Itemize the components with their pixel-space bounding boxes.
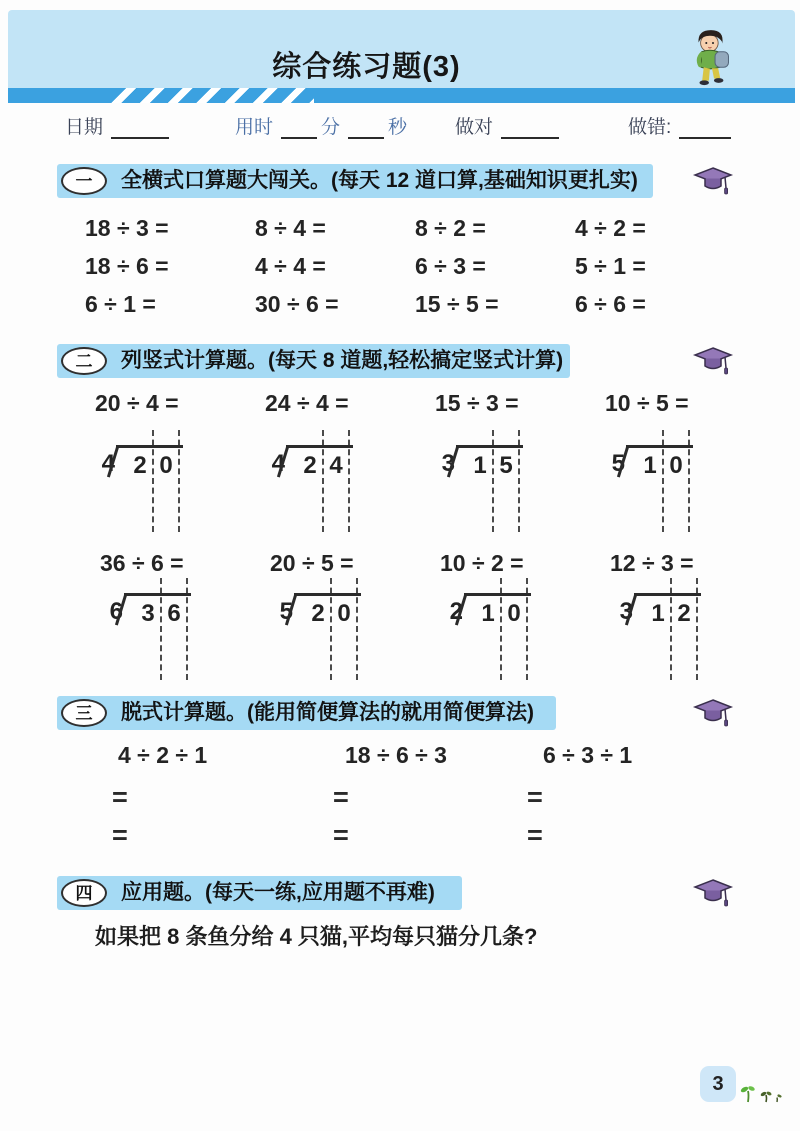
section-3-header [57,696,556,730]
page-title: 综合练习题(3) [272,51,461,83]
section-1-title: 全横式口算题大闯关。(每天 12 道口算,基础知识更扎实) [121,169,638,192]
graduation-cap-icon [692,164,734,202]
simplify-work-line-2 [112,820,727,851]
vertical-problem[interactable]: 36 ÷ 6 = [100,550,184,576]
simplify-problem[interactable]: 6 ÷ 3 ÷ 1 [543,742,633,768]
equals-work-line[interactable]: = [527,820,543,850]
oral-problems-grid [85,209,745,323]
section-4-number-badge: 四 [61,879,107,907]
sprout-icon [739,1080,783,1104]
minutes-blank[interactable] [281,120,317,139]
vertical-problem[interactable]: 12 ÷ 3 = [610,550,694,576]
boy-student-icon [687,26,739,92]
wrong-blank[interactable] [679,120,731,139]
time-label: 用时 [235,117,274,138]
oral-problem[interactable]: 18 ÷ 6 = [85,252,169,279]
section-1-number-badge: 一 [61,167,107,195]
long-division-cell[interactable]: 4 2 0 [95,430,215,532]
wrong-group [628,112,735,139]
section-4-header [57,876,462,910]
section-2-title: 列竖式计算题。(每天 8 道题,轻松搞定竖式计算) [121,349,564,372]
equals-work-line[interactable]: = [333,782,349,812]
long-division-cell[interactable]: 3 1 2 [613,578,733,680]
vertical-problem[interactable]: 20 ÷ 4 = [95,390,179,416]
oral-problem[interactable]: 4 ÷ 4 = [255,252,326,279]
page-number-badge: 3 [700,1066,736,1102]
vertical-problem[interactable]: 10 ÷ 2 = [440,550,524,576]
vertical-problem[interactable]: 20 ÷ 5 = [270,550,354,576]
oral-problem[interactable]: 30 ÷ 6 = [255,290,339,317]
section-2-header [57,344,570,378]
oral-problem[interactable]: 5 ÷ 1 = [575,252,646,279]
equals-work-line[interactable]: = [527,782,543,812]
simplify-problems-row [118,742,743,769]
oral-problem[interactable]: 8 ÷ 4 = [255,214,326,241]
vertical-problem[interactable]: 24 ÷ 4 = [265,390,349,416]
long-division-cell[interactable]: 2 1 0 [443,578,563,680]
long-division-cell[interactable]: 5 1 0 [605,430,725,532]
simplify-problem[interactable]: 18 ÷ 6 ÷ 3 [345,742,447,768]
date-group [65,112,173,139]
oral-problem[interactable]: 15 ÷ 5 = [415,290,499,317]
simplify-work-line-1 [112,782,727,813]
date-label: 日期 [65,117,104,138]
minute-unit-label: 分 [321,117,341,138]
equals-work-line[interactable]: = [112,820,128,850]
section-3-title: 脱式计算题。(能用简便算法的就用简便算法) [121,701,534,724]
meta-row [0,112,800,144]
long-division-cell[interactable]: 3 1 5 [435,430,555,532]
vertical-problems-row-1 [95,390,775,417]
header-banner [8,10,795,88]
oral-problem[interactable]: 6 ÷ 3 = [415,252,486,279]
vertical-problem[interactable]: 10 ÷ 5 = [605,390,689,416]
oral-problem[interactable]: 18 ÷ 3 = [85,214,169,241]
long-division-cell[interactable]: 6 3 6 [103,578,223,680]
long-division-row-2 [103,578,783,680]
long-division-cell[interactable]: 4 2 4 [265,430,385,532]
simplify-problem[interactable]: 4 ÷ 2 ÷ 1 [118,742,208,768]
stripe-hatch-pattern [108,88,314,103]
graduation-cap-icon [692,696,734,734]
wrong-label: 做错: [628,117,672,138]
graduation-cap-icon [692,344,734,382]
equals-work-line[interactable]: = [112,782,128,812]
correct-blank[interactable] [501,120,559,139]
vertical-problem[interactable]: 15 ÷ 3 = [435,390,519,416]
time-group [235,112,407,139]
long-division-row-1 [95,430,775,532]
vertical-problems-row-2 [100,550,780,577]
long-division-cell[interactable]: 5 2 0 [273,578,393,680]
section-1-header [57,164,653,198]
section-4-title: 应用题。(每天一练,应用题不再难) [121,881,435,904]
word-problem-answer-area[interactable] [95,960,705,1055]
section-3-number-badge: 三 [61,699,107,727]
oral-problem[interactable]: 6 ÷ 1 = [85,290,156,317]
date-blank[interactable] [111,120,169,139]
graduation-cap-icon [692,876,734,914]
section-2-number-badge: 二 [61,347,107,375]
oral-problem[interactable]: 8 ÷ 2 = [415,214,486,241]
oral-problem[interactable]: 6 ÷ 6 = [575,290,646,317]
equals-work-line[interactable]: = [333,820,349,850]
seconds-blank[interactable] [348,120,384,139]
correct-group [455,112,563,139]
oral-problem[interactable]: 4 ÷ 2 = [575,214,646,241]
correct-label: 做对 [455,117,494,138]
header-divider-stripe [8,88,795,103]
word-problem-text: 如果把 8 条鱼分给 4 只猫,平均每只猫分几条? [95,924,538,949]
second-unit-label: 秒 [388,117,408,138]
